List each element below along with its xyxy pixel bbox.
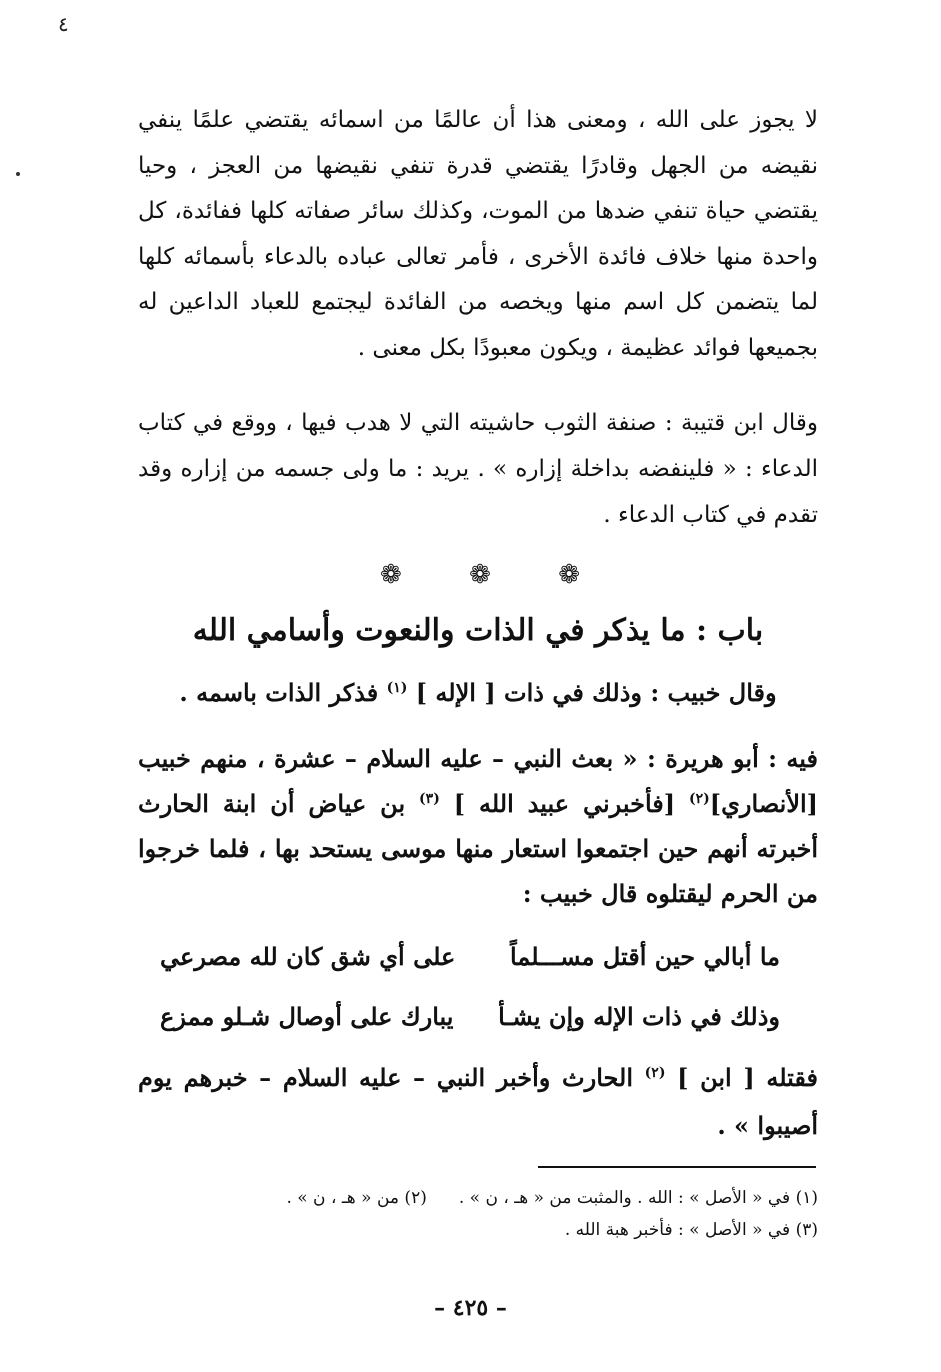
footnote-1: (١) في « الأصل » : الله . والمثبت من « هـ ، ن » . [458, 1188, 818, 1208]
verse-1-second-hemistich: على أي شق كان لله مصرعي [160, 942, 456, 971]
paragraph-3-part-2: [فأخبرني عبيد الله ] [453, 789, 676, 818]
corner-mark: ٤ [58, 12, 69, 36]
subheading-text-after: فذكر الذات باسمه . [179, 678, 379, 707]
verse-2-second-hemistich: يبارك على أوصال شـلو ممزع [160, 1002, 454, 1031]
footnote-ref: (٢) [689, 791, 710, 807]
ornament-icon: ❁ [469, 560, 491, 590]
footnote-ref: (١) [386, 680, 408, 696]
paragraph-4-part-1: فقتله [ ابن ] [677, 1063, 819, 1092]
ornament-icon: ❁ [380, 560, 402, 590]
paragraph-4-part-2: الحارث وأخبر النبي – عليه السلام – خبرهم يوم أصيبوا » . [138, 1063, 818, 1140]
footnote-divider [538, 1166, 816, 1168]
footnote-3: (٣) في « الأصل » : فأخبر هبة الله . [564, 1220, 818, 1240]
paragraph-3-part-3: بن عياض أن ابنة الحارث أخبرته أنهم حين اجتمعوا استعار منها موسى يستحد بها ، فلما خرجوا من الحرم ليقتلوه قال خبيب : [138, 789, 818, 908]
chapter-heading: باب : ما يذكر في الذات والنعوت وأسامي الله [192, 613, 764, 648]
footnote-ref: (٣) [419, 791, 440, 807]
paragraph-3 [138, 736, 818, 916]
footnote-2: (٢) من « هـ ، ن » . [286, 1188, 427, 1208]
footnotes-line-1 [138, 1184, 818, 1212]
ornament-icon: ❁ [558, 560, 580, 590]
chapter-subheading [138, 670, 818, 716]
margin-dot [16, 172, 20, 176]
paragraph-4 [138, 1054, 818, 1150]
paragraph-3-part-1: فيه : أبو هريرة : « بعث النبي – عليه السلام – عشرة ، منهم خبيب [الأنصاري] [138, 744, 819, 818]
section-ornaments [380, 562, 580, 588]
poem-verse-1 [160, 934, 780, 980]
paragraph-1: لا يجوز على الله ، ومعنى هذا أن عالمًا من اسمائه يقتضي علمًا ينفي نقيضه من الجهل وقادرًا يقتضي قدرة تنفي نقيضها من العجز ، وحيا يقتضي حياة تنفي ضدها من الموت، وكذلك سائر صفاته كلها ففائدة، كل واحدة منها خلاف فائدة الأخرى ، فأمر تعالى عباده بالدعاء بأسمائه كلها لما يتضمن كل اسم منها ويخصه من الفائدة ليجتمع للعباد الداعين له بجميعها فوائد عظيمة ، ويكون معبودًا بكل معنى . [138, 107, 818, 361]
verse-1-first-hemistich: ما أبالي حين أقتل مســـلماً [510, 942, 780, 971]
footnote-ref: (٢) [644, 1065, 666, 1081]
subheading-text-before: وقال خبيب : وذلك في ذات [ الإله ] [415, 678, 777, 707]
poem-verse-2 [160, 994, 780, 1040]
paragraph-2: وقال ابن قتيبة : صنفة الثوب حاشيته التي لا هدب فيها ، ووقع في كتاب الدعاء : « فلينفضه بداخلة إزاره » . يريد : ما ولى جسمه من إزاره وقد تقدم في كتاب الدعاء . [138, 410, 818, 528]
verse-2-first-hemistich: وذلك في ذات الإله وإن يشـأ [498, 1002, 780, 1031]
page-number: – ٤٢٥ – [434, 1295, 507, 1321]
